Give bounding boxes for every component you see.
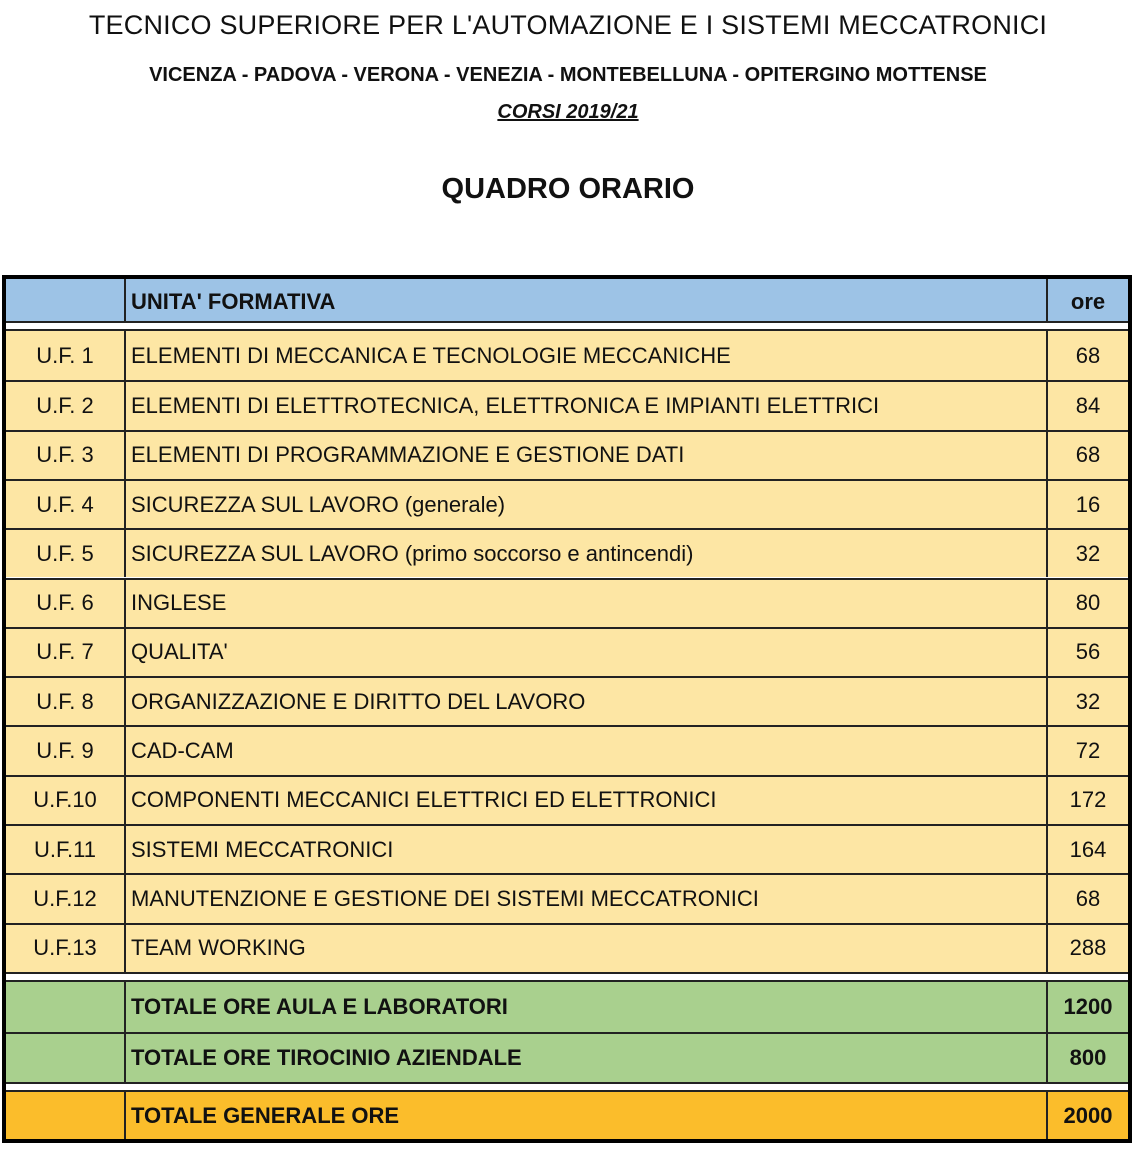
row-code-cell: U.F. 4 xyxy=(6,481,126,528)
table-row xyxy=(6,380,1128,429)
row-code-cell: U.F. 1 xyxy=(6,331,126,380)
row-code-cell: U.F.10 xyxy=(6,777,126,824)
table-row xyxy=(6,824,1128,873)
section-heading: QUADRO ORARIO xyxy=(441,173,695,205)
row-unit-cell: ELEMENTI DI MECCANICA E TECNOLOGIE MECCANICHE xyxy=(126,331,1048,380)
row-unit-cell: COMPONENTI MECCANICI ELETTRICI ED ELETTRONICI xyxy=(126,777,1048,824)
row-unit-cell: CAD-CAM xyxy=(126,727,1048,774)
document-title: TECNICO SUPERIORE PER L'AUTOMAZIONE E I SISTEMI MECCATRONICI xyxy=(88,10,1048,40)
row-hours-cell: 288 xyxy=(1069,935,1107,961)
row-code-cell: U.F. 7 xyxy=(6,629,126,676)
row-hours-cell: 68 xyxy=(1075,342,1101,368)
total-code-cell xyxy=(6,982,126,1032)
table-row xyxy=(6,430,1128,479)
table-row xyxy=(6,627,1128,676)
row-code-cell: U.F.12 xyxy=(6,875,126,922)
row-unit-cell: ELEMENTI DI ELETTROTECNICA, ELETTRONICA E IMPIANTI ELETTRICI xyxy=(126,382,1048,429)
grand-total-label-cell: TOTALE GENERALE ORE xyxy=(126,1092,1048,1139)
row-unit-cell: ORGANIZZAZIONE E DIRITTO DEL LAVORO xyxy=(126,678,1048,725)
row-hours-cell: 164 xyxy=(1069,836,1107,862)
row-unit-cell: SICUREZZA SUL LAVORO (primo soccorso e antincendi) xyxy=(126,530,1048,577)
table-row xyxy=(6,676,1128,725)
header-unit-cell: UNITA' FORMATIVA xyxy=(126,279,1048,321)
row-hours-cell: 68 xyxy=(1075,885,1101,911)
locations-subtitle: VICENZA - PADOVA - VERONA - VENEZIA - MONTEBELLUNA - OPITERGINO MOTTENSE xyxy=(149,64,987,86)
table-row xyxy=(6,578,1128,627)
total-hours-cell: 1200 xyxy=(1063,994,1113,1019)
courses-label xyxy=(0,101,1136,124)
grand-total-separator xyxy=(6,1082,1128,1092)
row-hours-cell: 68 xyxy=(1075,442,1101,468)
total-hours-cell: 800 xyxy=(1069,1045,1107,1070)
row-unit-cell: ELEMENTI DI PROGRAMMAZIONE E GESTIONE DATI xyxy=(126,432,1048,479)
table-row xyxy=(6,923,1128,972)
total-label-cell: TOTALE ORE TIROCINIO AZIENDALE xyxy=(126,1034,1048,1082)
table-row xyxy=(6,775,1128,824)
table-row xyxy=(6,479,1128,528)
header-code-cell xyxy=(6,279,126,321)
total-label-cell: TOTALE ORE AULA E LABORATORI xyxy=(126,982,1048,1032)
row-unit-cell: MANUTENZIONE E GESTIONE DEI SISTEMI MECCATRONICI xyxy=(126,875,1048,922)
row-unit-cell: SISTEMI MECCATRONICI xyxy=(126,826,1048,873)
total-code-cell xyxy=(6,1034,126,1082)
row-hours-cell: 16 xyxy=(1075,491,1101,517)
table-row xyxy=(6,528,1128,577)
table-row xyxy=(6,725,1128,774)
row-code-cell: U.F. 8 xyxy=(6,678,126,725)
row-unit-cell: QUALITA' xyxy=(126,629,1048,676)
row-hours-cell: 80 xyxy=(1075,590,1101,616)
row-code-cell: U.F. 5 xyxy=(6,530,126,577)
row-code-cell: U.F. 9 xyxy=(6,727,126,774)
row-hours-cell: 72 xyxy=(1075,738,1101,764)
row-unit-cell: SICUREZZA SUL LAVORO (generale) xyxy=(126,481,1048,528)
hours-table xyxy=(2,275,1132,1143)
grand-total-row xyxy=(6,1092,1128,1139)
grand-total-hours-cell: 2000 xyxy=(1063,1102,1113,1128)
totals-separator xyxy=(6,972,1128,982)
row-hours-cell: 84 xyxy=(1075,392,1101,418)
table-row xyxy=(6,331,1128,380)
row-unit-cell: TEAM WORKING xyxy=(126,925,1048,972)
table-header-row xyxy=(6,279,1128,321)
row-hours-cell: 32 xyxy=(1075,688,1101,714)
row-code-cell: U.F. 6 xyxy=(6,580,126,627)
total-row-classroom xyxy=(6,982,1128,1032)
row-hours-cell: 32 xyxy=(1075,540,1101,566)
row-code-cell: U.F. 3 xyxy=(6,432,126,479)
courses-text: CORSI 2019/21 xyxy=(497,101,639,123)
row-code-cell: U.F.11 xyxy=(6,826,126,873)
row-code-cell: U.F. 2 xyxy=(6,382,126,429)
row-unit-cell: INGLESE xyxy=(126,580,1048,627)
row-hours-cell: 56 xyxy=(1075,639,1101,665)
table-row xyxy=(6,873,1128,922)
row-hours-cell: 172 xyxy=(1069,787,1107,813)
row-code-cell: U.F.13 xyxy=(6,925,126,972)
header-hours-cell: ore xyxy=(1070,289,1106,314)
header-separator xyxy=(6,321,1128,331)
grand-total-code-cell xyxy=(6,1092,126,1139)
total-row-internship xyxy=(6,1032,1128,1082)
